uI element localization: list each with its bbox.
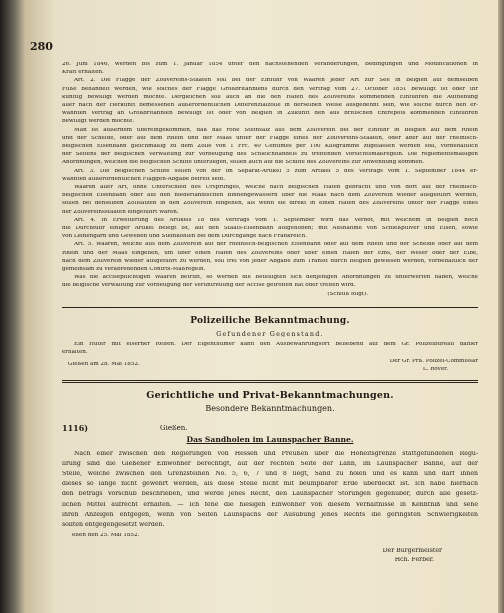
article-line: die belgische Verwaltung zur Vorbeugung der Veruntreuung der Accise getroffen hat oder treffen wird. bbox=[62, 283, 356, 289]
notice-body-line: ihren Anzeigen entgegen, wenn von Seiten Launspachs der Ausübung jenes Rechts die geringsten Schwierigkeiten bbox=[62, 511, 478, 518]
article-line: Fuße behandelt werden, wie solches der Flagge Großbritanniens durch den Vertrag vom 27. October 1851 bewilligt ist oder ihr bbox=[62, 86, 478, 92]
article-line: 26. Juni 1846, werden bis zum 1. Januar 1854 unter den nachstehenden Veränderungen, Bedingungen und Modificationen in bbox=[62, 62, 478, 67]
article-line: bewilligt werden möchte. bbox=[62, 119, 135, 125]
article-line: Kraft erhalten. bbox=[62, 70, 104, 76]
notice-date: eßen den 25. Mai 1852. bbox=[72, 533, 140, 538]
article-line: Art. 5. Waaren, welche aus dem Zollverein auf der rheinisch-belgischen Eisenbahn oder auf dem Rhein und der Schelde oder auf dem bbox=[74, 242, 478, 248]
police-date: Gießen am 28. Mai 1852. bbox=[68, 362, 140, 367]
article-line: wähnten außerordentlichen Flaggen-Abgabe befreit sein. bbox=[62, 176, 225, 182]
notice-body-line: sollten entgegengesetzt werden. bbox=[62, 521, 165, 528]
mayor-title: Der Bürgermeister bbox=[382, 548, 442, 554]
police-signature-name: L. Rover. bbox=[422, 367, 448, 372]
notice-body-line: Stelle, welche zwischen den Grenzsteinen No. 5, 6, 7 und 8 liegt, Sand zu holen und es kann und darf ihnen bbox=[62, 471, 478, 478]
article-line: belgischen Eisenbahn gleichmäßig zu dem Zolle von 1 Frc. 40 Centimes per 100 Kilogramme zugelassen werden soll, vorbehaltlich bbox=[62, 144, 478, 149]
notice-body-line: dieses so lange nicht gewehrt werden, als diese Stelle nicht mit beumpbarer Erde überdeckt ist. Ich habe hiernach bbox=[62, 481, 478, 488]
article-line: Anordnungen, welchen die belgischen Schiffe unterliegen, sollen auch auf die Schiffe des Zollvereins zur Anwendung kommen. bbox=[62, 160, 425, 166]
page-edge-shadow bbox=[498, 0, 504, 613]
notice-title: Das Sandholen im Launspacher Banne. bbox=[186, 436, 354, 444]
notice-body-line: Nach einer zwischen den Regierungen von Hessen und Preußen über die Hoheitsgrenze stattgefundenen Regu- bbox=[74, 451, 478, 457]
article-line: Man ist außerdem übereingekommen, daß das rohe Steinsalz aus dem Zollverein bei der Einfuhr in Belgien auf dem Rhein bbox=[74, 127, 478, 133]
article-line: Art. 2. Die Flagge der Zollvereins-Staaten soll bei der Einfuhr von Waaren jeder Art zur See in Belgien auf demselben bbox=[74, 78, 478, 84]
article-line: sollen bei denselben Zollsätzen in den Zollverein eingehen, als wenn sie direkt in einen Hafen des Zollvereins unter der Flagge eines bbox=[62, 201, 478, 207]
article-line: und der Schelde, oder auf dem Rhein und der Maas unter der Flagge eines der Zollvereins-Staaten, oder aber auf der rheinisch- bbox=[62, 135, 478, 141]
judicial-subheading: Besondere Bekanntmachungen. bbox=[205, 405, 335, 413]
article-line: Art. 4. In Erweiterung des Artikels 18 des Vertrags vom 1. September wird das Verbot, mit welchem in Belgien noch bbox=[74, 217, 478, 223]
article-line: Was die accisepflichtigen Waaren betrifft, so werden die Beteiligten sich denjenigen Anordnungen zu unterwerfen haben, welche bbox=[74, 275, 478, 281]
judicial-section-heading: Gerichtliche und Privat-Bekanntmachungen. bbox=[146, 390, 394, 401]
police-text-line: Ein Huter mit eiserner Reifen. Der Eigenthümer kann den Ausbewahrungsort beliebend auf dem Gr. Polizeibureau dahier bbox=[74, 342, 478, 347]
entry-place: Gießen. bbox=[160, 425, 188, 432]
article-line: belgischen Eisenbahn oder auf den niederländischen Binnengewässern über die Maas nach dem Zollverein wieder ausgeführt werden, bbox=[62, 193, 478, 199]
notice-body-line: lichen Mittel aufrecht erhalten. — Ich fehe die hiesigen Einwohner von diesem Verhältnisse in Kenntniß und sehe bbox=[62, 501, 478, 508]
article-line: künftig bewilligt werden möchte. Dergleichen soll auch an die den Häfen des Zollvereins kommenden Einfuhren die Aufhebung bbox=[62, 94, 478, 100]
notice-body-line: lirung sind die Gießener Einwohner berechtigt, auf der rechten Seite der Lahn, im Launspacher Banne, auf der bbox=[62, 461, 478, 468]
page-number: 280 bbox=[30, 40, 53, 53]
article-line: der Seitens der belgischen Verwaltung zur Vorbeugung des Schleichhandels zu treffenden Vorsichtsmaßregeln. Die reglementsmäßigen bbox=[62, 152, 478, 158]
article-line: Waaren aller Art, ohne Unterschied des Ursprunges, welche nach belgischen Häfen gebracht und von dort auf der rheinisch- bbox=[74, 185, 478, 190]
police-subheading: Gefundener Gegenstand. bbox=[216, 331, 324, 338]
article-line: von Leinengarn und Geweben und Steinkohlen bei dem Durchgange nach Frankreich. bbox=[62, 234, 307, 240]
police-text-line: erhalten. bbox=[62, 350, 88, 355]
article-line: nach dem Zollverein wieder ausgeführt zu werden, soll frei von jeder Abgabe zum Transit durch Belgien gewiesen werden, vorbehältlich der bbox=[62, 258, 478, 264]
book-binding-shadow bbox=[0, 0, 26, 613]
notice-body-line: den betrags Vorschub beschrieben, und werde jenes Recht, den Launspacher Störungen gegenüber, durch alle gesetz- bbox=[62, 491, 478, 498]
article-line: (Schluß folgt). bbox=[327, 291, 368, 297]
article-line: der Zollvereinsstaaten eingeführt wären. bbox=[62, 209, 179, 215]
police-section-heading: Polizeiliche Bekanntmachung. bbox=[190, 316, 350, 326]
article-line: gemeinsam zu verabredenden Control-Maßregeln. bbox=[62, 267, 206, 272]
article-line: die Durchfuhr einiger Artikel belegt ist, auf den Staats-Eisenbahn aufgehoben; mit Ausnahme von Schießpulver und Eisen, sowie bbox=[62, 226, 478, 231]
gazette-page bbox=[26, 0, 498, 613]
section-divider-top bbox=[62, 307, 478, 308]
article-line: Rhein und der Maas eingehen, um über einen Hafen des Zollvereins oder über einen Hafen der Ems, der Weser oder der Elbe, bbox=[62, 250, 478, 256]
entry-number: 1116) bbox=[62, 424, 89, 432]
section-divider-double bbox=[62, 380, 478, 383]
article-line: aller nach der Herkunft bemessenen außerordentlichen Differenzialzölle in derselben Weise ausgedehnt sein, wie solche durch den er- bbox=[62, 103, 478, 108]
article-line: wähnten Vertrag an Großbritannien bewilligt ist oder von Belgien in Zukunft den aus britischen Entrepots kommenden Einfuhren bbox=[62, 111, 478, 117]
police-signature-title: Der Gr. Prß. Polizei-Commissär bbox=[389, 359, 478, 364]
article-line: Art. 3. Die belgischen Schiffe sollen von der im Separat-Artikel 5 zum Artikel 5 des Vertrags vom 1. September 1844 er- bbox=[74, 168, 478, 174]
mayor-name: Hch. Ferber. bbox=[394, 557, 434, 563]
